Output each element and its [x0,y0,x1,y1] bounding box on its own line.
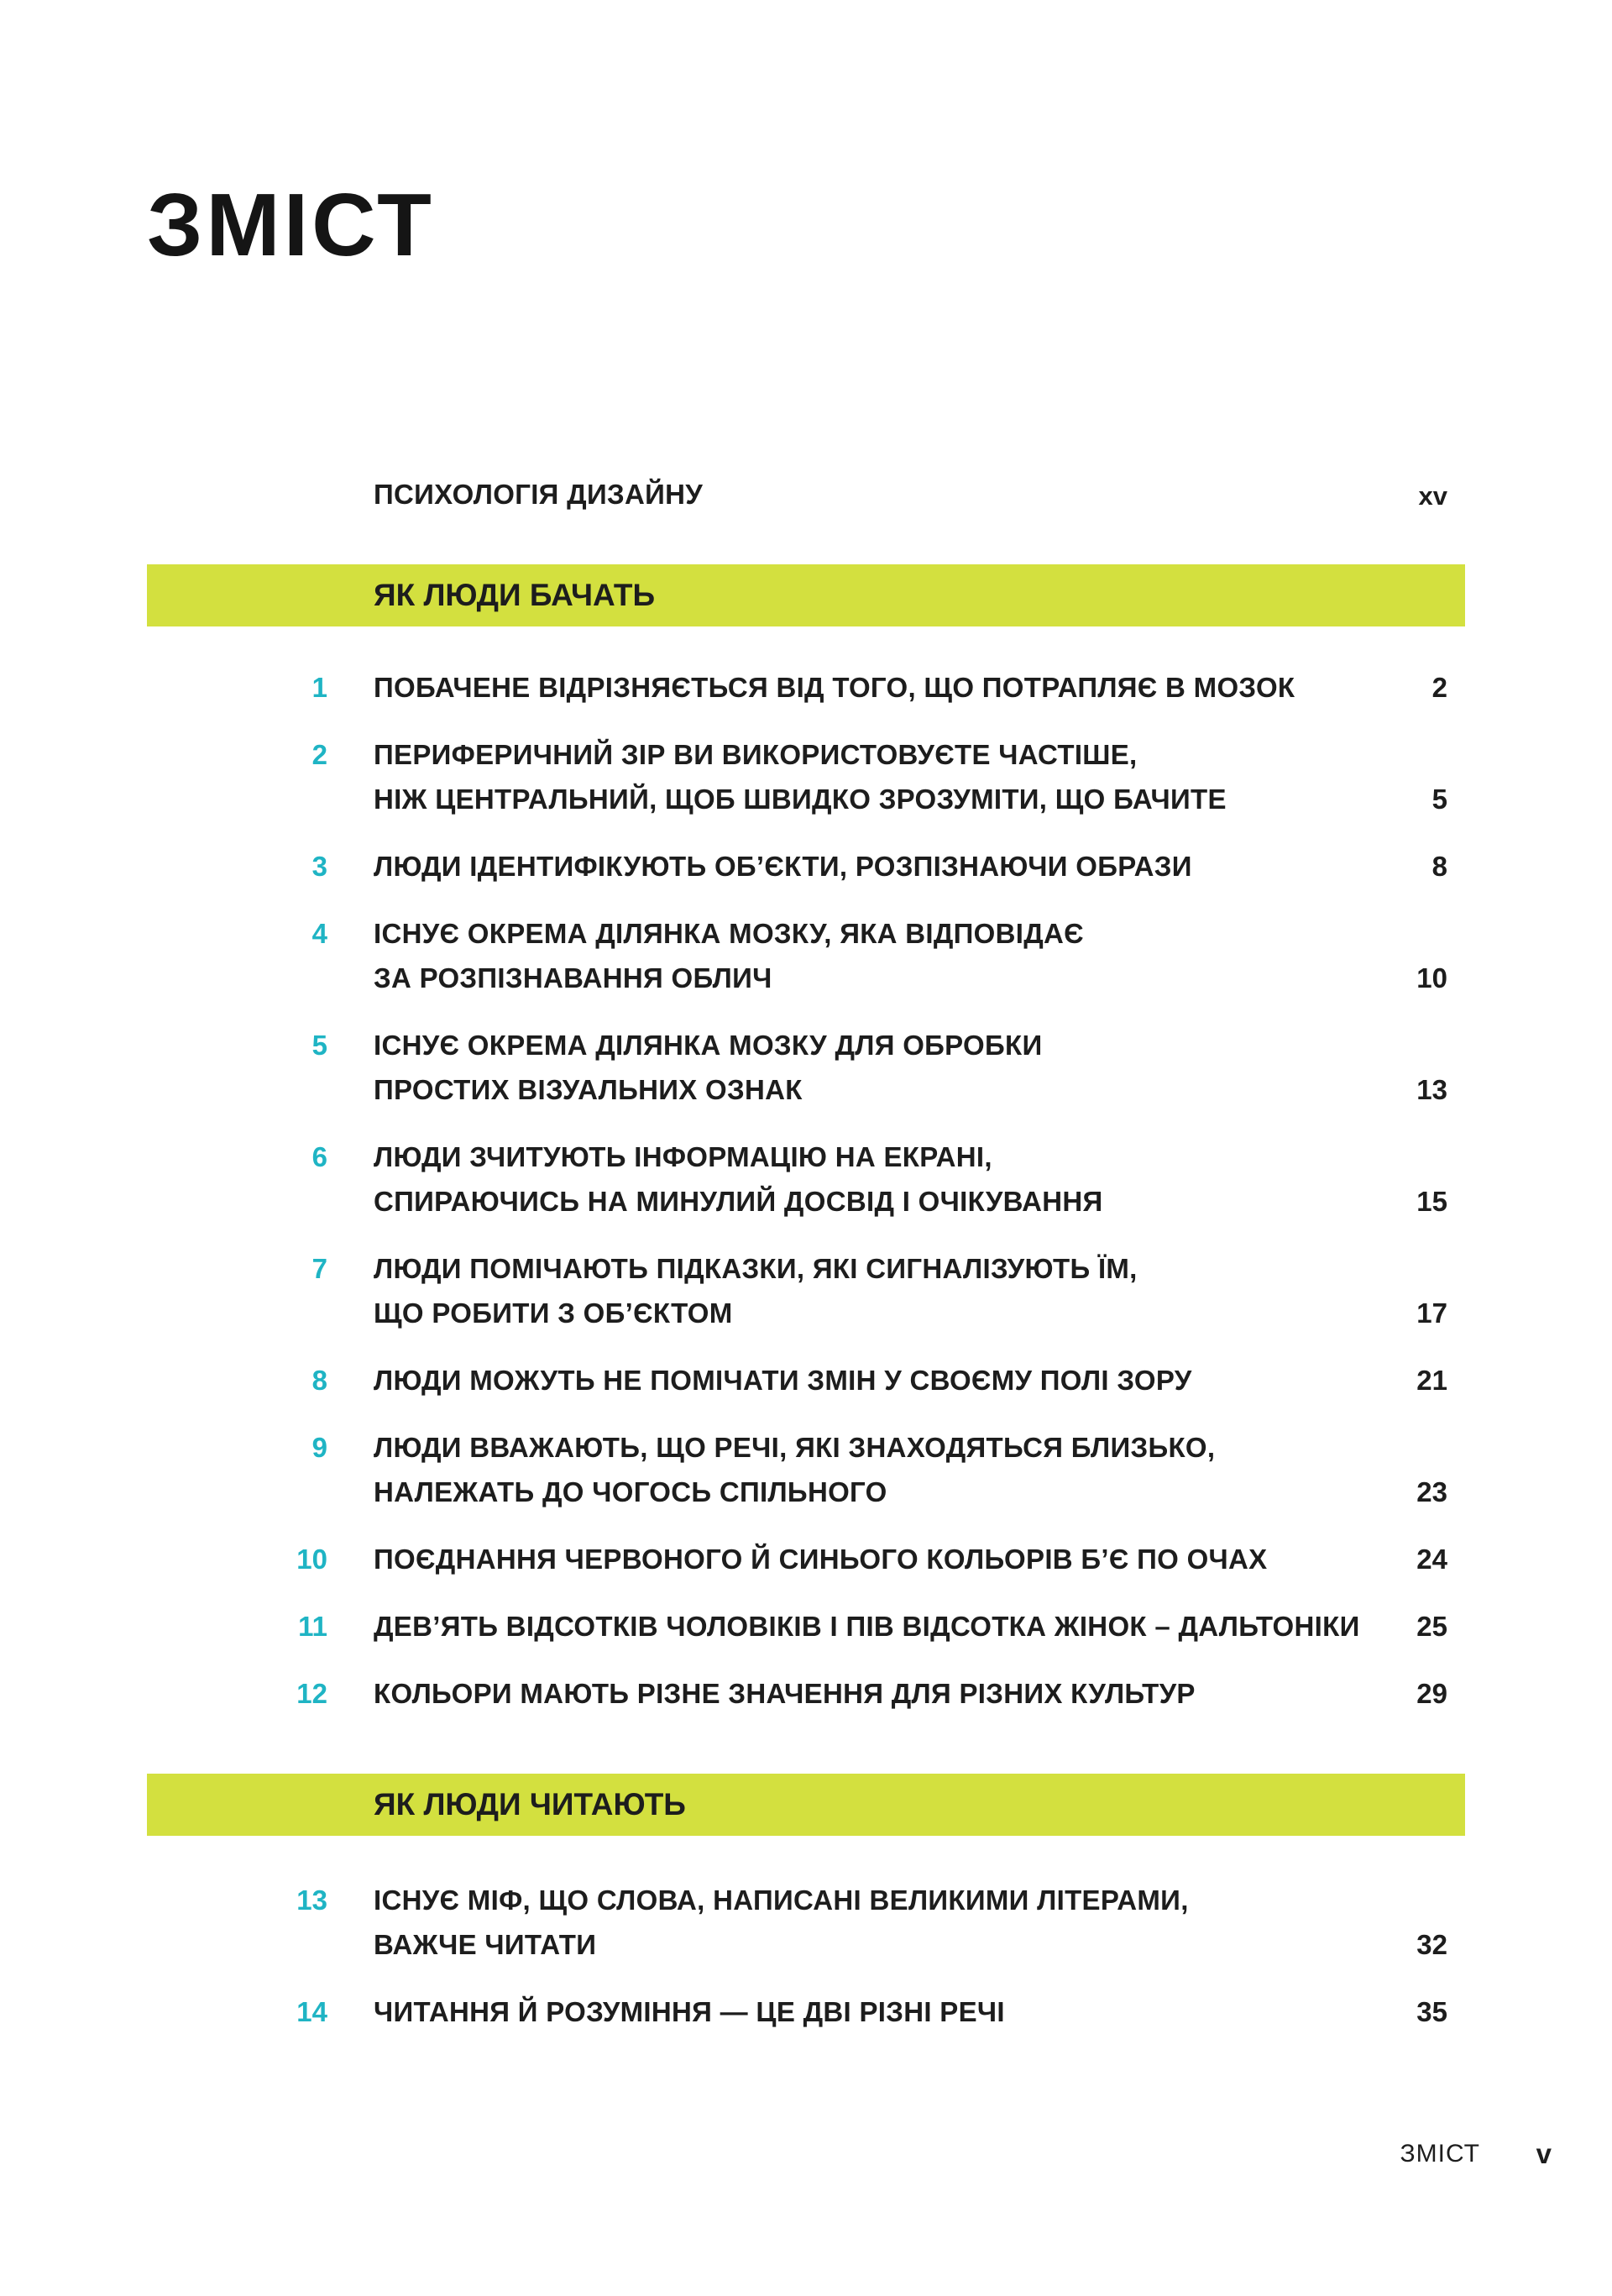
page-title: ЗМІСТ [147,176,435,275]
toc-entry-title-line: СПИРАЮЧИСЬ НА МИНУЛИЙ ДОСВІД І ОЧІКУВАННЯ [374,1186,1103,1217]
toc-entry-page: 23 [1416,1476,1447,1507]
toc-entry-page: 15 [1416,1186,1447,1217]
toc-entry-title-line: ІСНУЄ МІФ, ЩО СЛОВА, НАПИСАНІ ВЕЛИКИМИ ЛІТЕРАМИ, [374,1885,1189,1916]
toc-entry-page: 2 [1431,672,1447,703]
toc-entry-title-line: ІСНУЄ ОКРЕМА ДІЛЯНКА МОЗКУ, ЯКА ВІДПОВІДАЄ [374,918,1084,949]
toc-entry-title-line: ЛЮДИ ІДЕНТИФІКУЮТЬ ОБ’ЄКТИ, РОЗПІЗНАЮЧИ ОБРАЗИ [374,851,1192,882]
toc-entry-page: 25 [1416,1611,1447,1642]
footer-page-number: v [1536,2138,1552,2169]
toc-entry-number: 2 [311,739,327,770]
toc-entry-number: 13 [296,1885,327,1916]
toc-entry-title-line: ЛЮДИ ПОМІЧАЮТЬ ПІДКАЗКИ, ЯКІ СИГНАЛІЗУЮТЬ ЇМ, [374,1253,1138,1284]
toc-entry-title-line: ЛЮДИ МОЖУТЬ НЕ ПОМІЧАТИ ЗМІН У СВОЄМУ ПОЛІ ЗОРУ [374,1365,1192,1396]
toc-entry-number: 4 [311,918,327,949]
toc-entry-number: 8 [311,1365,327,1396]
toc-entry-number: 3 [311,851,327,882]
toc-entry-title-line: ДЕВ’ЯТЬ ВІДСОТКІВ ЧОЛОВІКІВ І ПІВ ВІДСОТКА ЖІНОК – ДАЛЬТОНІКИ [374,1611,1360,1642]
section-title: ЯК ЛЮДИ ЧИТАЮТЬ [374,1787,686,1822]
toc-entry-title-line: ЗА РОЗПІЗНАВАННЯ ОБЛИЧ [374,962,772,993]
toc-entry-number: 10 [296,1544,327,1575]
toc-entry-title-line: КОЛЬОРИ МАЮТЬ РІЗНЕ ЗНАЧЕННЯ ДЛЯ РІЗНИХ КУЛЬТУР [374,1678,1196,1709]
toc-entry-title-line: ПОБАЧЕНЕ ВІДРІЗНЯЄТЬСЯ ВІД ТОГО, ЩО ПОТРАПЛЯЄ В МОЗОК [374,672,1295,703]
toc-entry-number: 1 [311,672,327,703]
section-title: ЯК ЛЮДИ БАЧАТЬ [374,578,656,612]
footer-label: ЗМІСТ [1400,2140,1480,2168]
intro-entry-page: xv [1418,481,1447,511]
toc-entry-title-line: ЩО РОБИТИ З ОБ’ЄКТОМ [374,1297,733,1329]
toc-entry-page: 35 [1416,1996,1447,2027]
toc-entry-page: 21 [1416,1365,1447,1396]
section-band-2 [147,1774,1465,1836]
toc-entry-number: 9 [311,1432,327,1463]
section-band-1 [147,564,1465,626]
toc-entry-page: 29 [1416,1678,1447,1709]
toc-entry-title-line: ВАЖЧЕ ЧИТАТИ [374,1929,597,1960]
toc-entry-title-line: ІСНУЄ ОКРЕМА ДІЛЯНКА МОЗКУ ДЛЯ ОБРОБКИ [374,1030,1043,1061]
intro-entry-title: ПСИХОЛОГІЯ ДИЗАЙНУ [374,479,704,510]
toc-entry-number: 7 [311,1253,327,1284]
toc-entry-title-line: ПРОСТИХ ВІЗУАЛЬНИХ ОЗНАК [374,1074,803,1105]
toc-entry-number: 6 [311,1141,327,1172]
toc-entry-number: 11 [298,1611,327,1642]
toc-entry-page: 8 [1431,851,1447,882]
toc-entry-page: 32 [1416,1929,1447,1960]
toc-entry-title-line: ЛЮДИ ЗЧИТУЮТЬ ІНФОРМАЦІЮ НА ЕКРАНІ, [374,1141,992,1172]
toc-entry-title-line: ПОЄДНАННЯ ЧЕРВОНОГО Й СИНЬОГО КОЛЬОРІВ Б’Є ПО ОЧАХ [374,1544,1268,1575]
toc-entry-page: 17 [1416,1297,1447,1329]
toc-entry-page: 5 [1431,784,1447,815]
toc-entry-title-line: ЛЮДИ ВВАЖАЮТЬ, ЩО РЕЧІ, ЯКІ ЗНАХОДЯТЬСЯ БЛИЗЬКО, [374,1432,1216,1463]
toc-entry-page: 24 [1416,1544,1447,1575]
toc-entry-title-line: ПЕРИФЕРИЧНИЙ ЗІР ВИ ВИКОРИСТОВУЄТЕ ЧАСТІШЕ, [374,739,1138,770]
toc-entry-number: 5 [311,1030,327,1061]
toc-entry-number: 12 [296,1678,327,1709]
toc-entry-title-line: ЧИТАННЯ Й РОЗУМІННЯ — ЦЕ ДВІ РІЗНІ РЕЧІ [374,1996,1005,2027]
toc-entry-title-line: НАЛЕЖАТЬ ДО ЧОГОСЬ СПІЛЬНОГО [374,1476,887,1507]
toc-entry-title-line: НІЖ ЦЕНТРАЛЬНИЙ, ЩОБ ШВИДКО ЗРОЗУМІТИ, ЩО БАЧИТЕ [374,784,1227,815]
toc-entry-page: 10 [1416,962,1447,993]
toc-entry-number: 14 [296,1996,327,2027]
intro-entry[interactable] [0,473,1612,511]
toc-entry-page: 13 [1416,1074,1447,1105]
